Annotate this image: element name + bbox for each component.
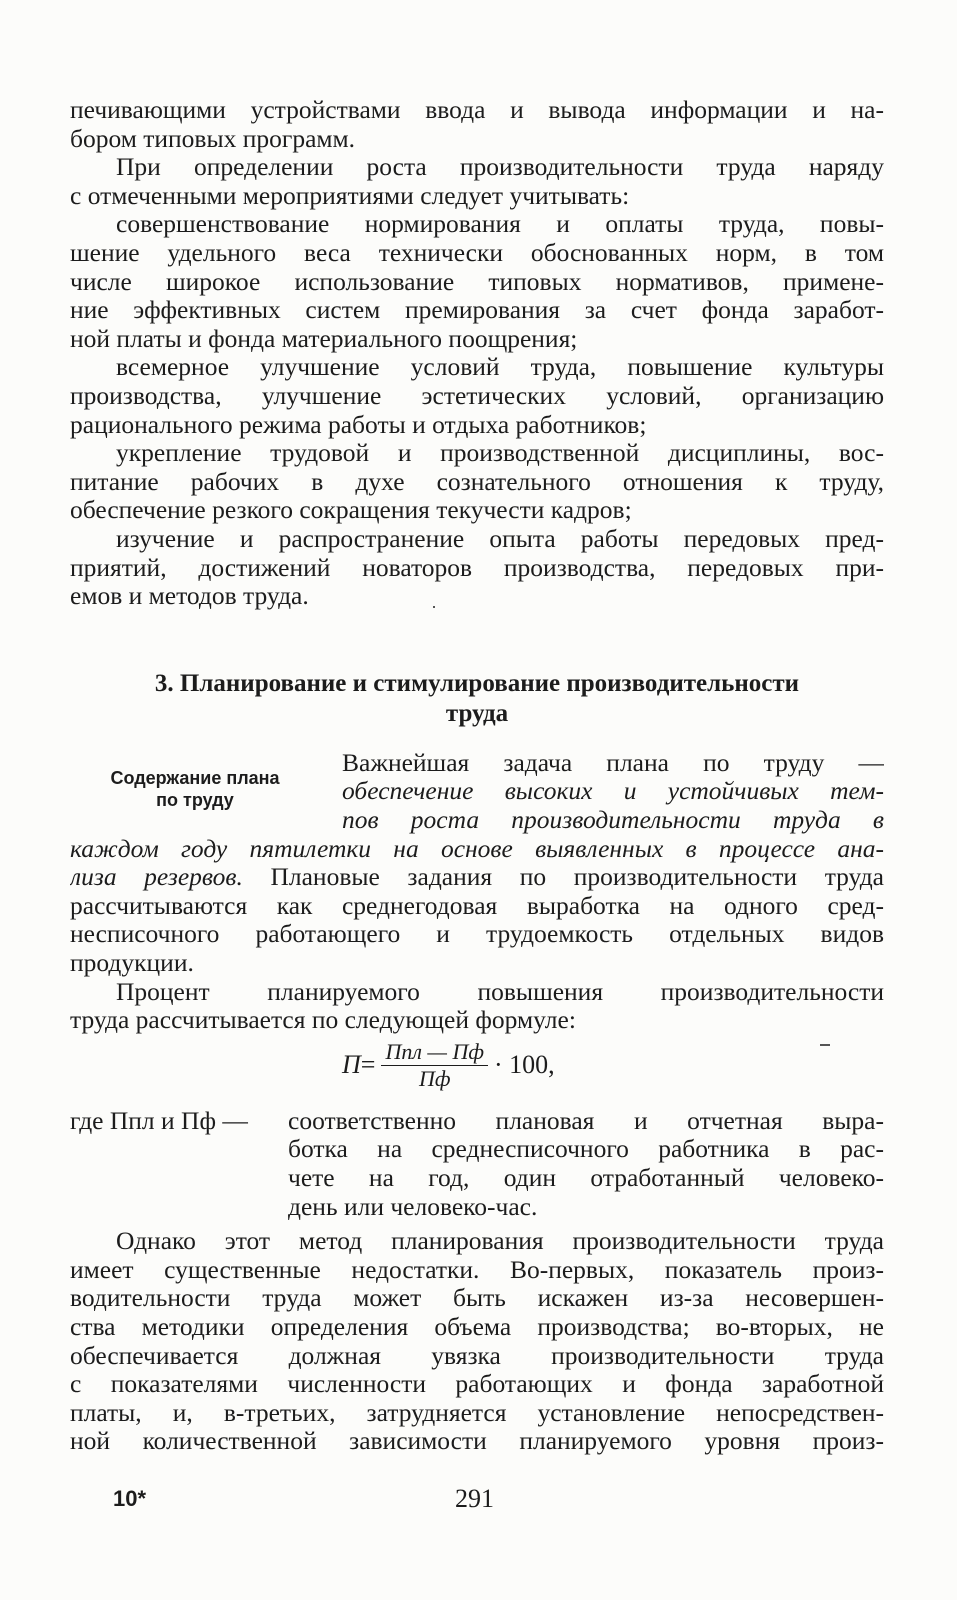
text-line: числе широкое использование типовых нормативов, примене- bbox=[70, 267, 884, 296]
formula-equals: = bbox=[360, 1050, 376, 1080]
text-line: обеспечивается должная увязка производительности труда bbox=[70, 1341, 884, 1370]
side-text bbox=[342, 749, 884, 835]
text-line: ботка на среднесписочного работника в рас- bbox=[288, 1135, 884, 1164]
section-title-continued: труда bbox=[445, 699, 509, 727]
text-line: водительности труда может быть искажен из-за несовершен- bbox=[70, 1284, 884, 1313]
margin-heading-line: по труду bbox=[156, 789, 234, 810]
paragraph-1 bbox=[70, 153, 884, 210]
text-line: емов и методов труда. bbox=[70, 582, 309, 611]
scan-speck bbox=[433, 606, 435, 608]
text-line: с отмеченными мероприятиями следует учитывать: bbox=[70, 181, 630, 210]
text-line: труда рассчитывается по следующей формуле: bbox=[70, 1006, 576, 1035]
margin-heading-line: Содержание плана bbox=[110, 767, 280, 788]
text-line: платы, и, в-третьих, затрудняется установление непосредствен- bbox=[70, 1398, 884, 1427]
formula-block bbox=[70, 1035, 884, 1107]
intro-paragraph bbox=[70, 96, 884, 153]
side-heading-block bbox=[70, 749, 884, 835]
text-line: продукции. bbox=[70, 949, 194, 978]
page-number: 291 bbox=[455, 1484, 494, 1513]
paragraph-3 bbox=[70, 1227, 884, 1456]
formula-multiplier: · 100, bbox=[494, 1050, 555, 1080]
text-line: рассчитываются как среднегодовая выработка на одного сред- bbox=[70, 891, 884, 920]
scan-speck bbox=[820, 1044, 830, 1046]
text-line bbox=[70, 863, 884, 892]
text-line: с показателями численности работающих и фонда заработной bbox=[70, 1370, 884, 1399]
section-paragraph bbox=[70, 835, 884, 978]
list-item-3 bbox=[70, 439, 884, 525]
list-item-2 bbox=[70, 353, 884, 439]
text-line: обеспечение высоких и устойчивых тем- bbox=[342, 777, 884, 806]
text-line: день или человеко-час. bbox=[288, 1192, 538, 1221]
section-title: 3. Планирование и стимулирование производительности bbox=[154, 669, 800, 697]
text-line: совершенствование нормирования и оплаты труда, повы- bbox=[116, 210, 884, 239]
text-line: изучение и распространение опыта работы передовых пред- bbox=[116, 524, 884, 553]
signature-mark: 10* bbox=[113, 1486, 147, 1511]
text-line: всемерное улучшение условий труда, повышение культуры bbox=[116, 353, 884, 382]
text-line: несписочного работающего и трудоемкость отдельных видов bbox=[70, 920, 884, 949]
text-line: Процент планируемого повышения производительности bbox=[116, 977, 884, 1006]
text-line: питание рабочих в духе сознательного отношения к труду, bbox=[70, 467, 884, 496]
text-line: соответственно плановая и отчетная выра- bbox=[288, 1106, 884, 1135]
page-footer bbox=[113, 1486, 813, 1520]
list-item-1 bbox=[70, 210, 884, 353]
text-line: Важнейшая задача плана по труду — bbox=[342, 748, 884, 777]
text-line: укрепление трудовой и производственной дисциплины, вос- bbox=[116, 439, 884, 468]
formula-lhs: П bbox=[342, 1050, 361, 1080]
regular-span: Плановые задания по производительности труда bbox=[242, 863, 884, 892]
text-line: обеспечение резкого сокращения текучести кадров; bbox=[70, 496, 632, 525]
text-line: ной платы и фонда материального поощрения; bbox=[70, 324, 578, 353]
text-line: ства методики определения объема производства; во-вторых, не bbox=[70, 1313, 884, 1341]
formula-denominator: Пф bbox=[418, 1065, 451, 1091]
where-label: где Ппл и Пф — bbox=[70, 1105, 248, 1135]
formula-numerator: Ппл — Пф bbox=[381, 1039, 488, 1066]
where-definition bbox=[288, 1107, 884, 1221]
text-line: чете на год, один отработанный человеко- bbox=[288, 1164, 884, 1193]
page-body bbox=[70, 96, 884, 1456]
formula-fraction bbox=[381, 1039, 488, 1092]
formula bbox=[342, 1039, 555, 1092]
text-line: приятий, достижений новаторов производства, передовых при- bbox=[70, 553, 884, 582]
margin-heading bbox=[70, 767, 320, 811]
text-line: Однако этот метод планирования производительности труда bbox=[116, 1227, 884, 1256]
text-line: бором типовых программ. bbox=[70, 124, 356, 153]
section-heading bbox=[70, 669, 884, 729]
text-line: При определении роста производительности труда наряду bbox=[116, 153, 884, 182]
text-line: ной количественной зависимости планируемого уровня произ- bbox=[70, 1427, 884, 1456]
text-line: шение удельного веса технически обоснованных норм, в том bbox=[70, 238, 884, 267]
text-line: производства, улучшение эстетических условий, организацию bbox=[70, 381, 884, 410]
where-clause bbox=[70, 1107, 884, 1221]
paragraph-2 bbox=[70, 978, 884, 1035]
italic-span: лиза резервов. bbox=[70, 863, 243, 892]
text-line: пов роста производительности труда в bbox=[342, 805, 884, 834]
text-line: ние эффективных систем премирования за счет фонда заработ- bbox=[70, 296, 884, 325]
list-item-4 bbox=[70, 525, 884, 611]
text-line: каждом году пятилетки на основе выявленных в процессе ана- bbox=[70, 834, 884, 863]
text-line: печивающими устройствами ввода и вывода информации и на- bbox=[70, 96, 884, 124]
text-line: рационального режима работы и отдыха работников; bbox=[70, 410, 647, 439]
text-line: имеет существенные недостатки. Во-первых, показатель произ- bbox=[70, 1255, 884, 1284]
